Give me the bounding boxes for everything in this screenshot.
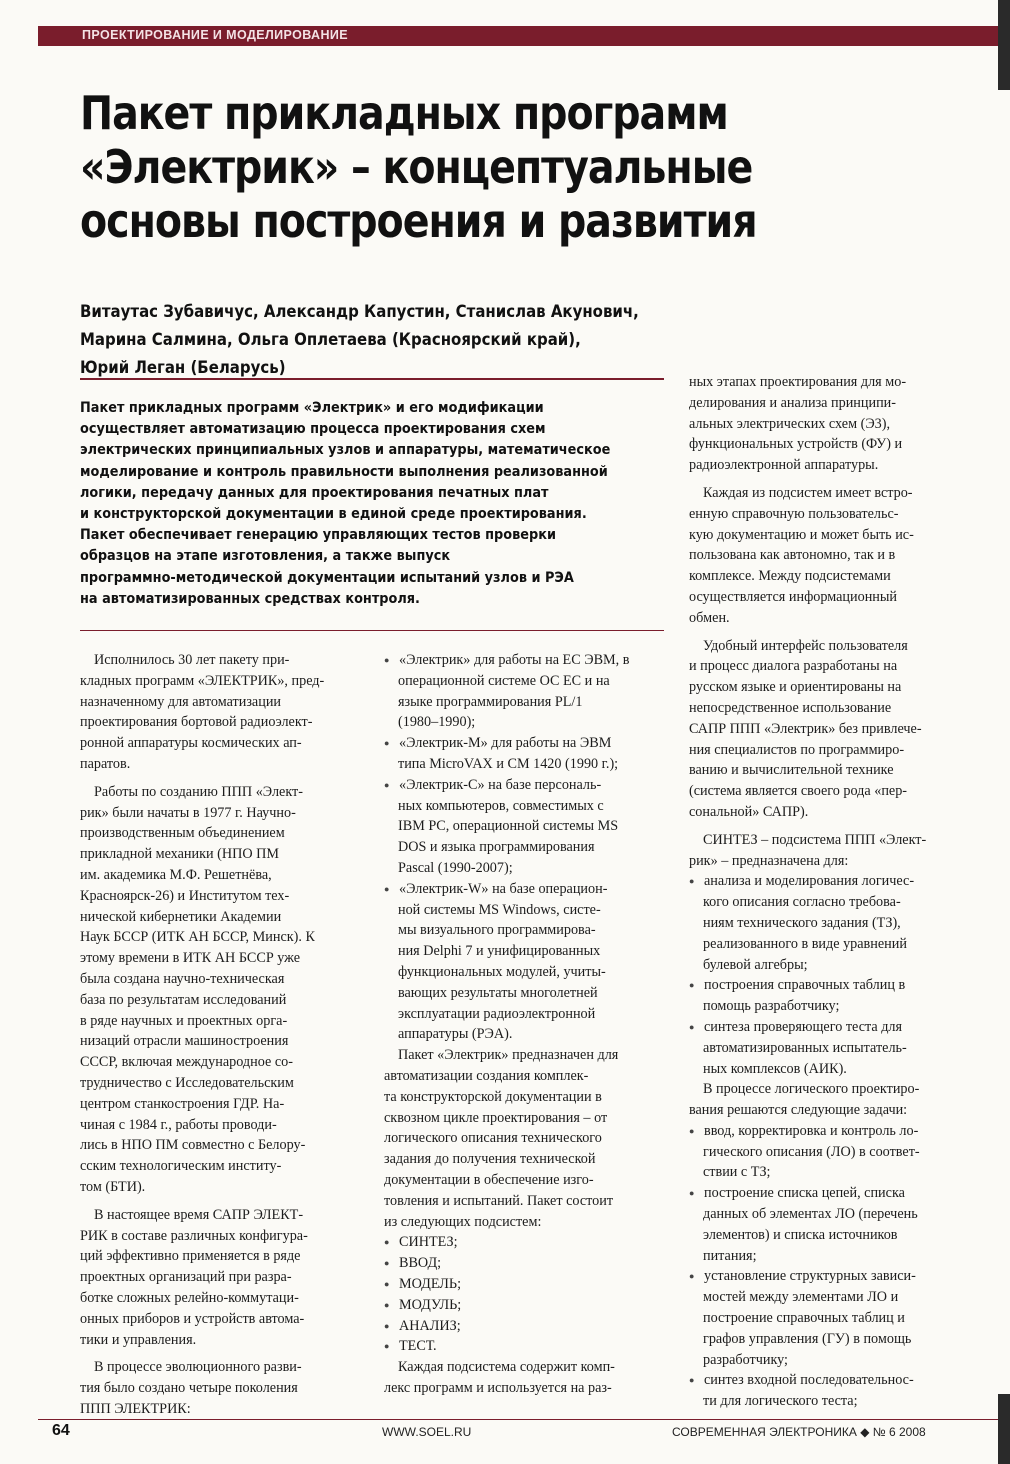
abstract-line: Пакет обеспечивает генерацию управляющих тестов проверки (80, 527, 556, 544)
text-line: том (БТИ). (80, 1178, 146, 1195)
abstract-divider (80, 630, 664, 631)
abstract (80, 398, 641, 610)
text-line: сональной» САПР). (689, 803, 809, 820)
authors-line: Юрий Леган (Беларусь) (80, 358, 286, 378)
text-line: Красноярск-26) и Институтом тех- (80, 887, 290, 904)
text-line: онных приборов и устройств автома- (80, 1310, 305, 1327)
page-number: 64 (52, 1422, 70, 1439)
section-header-bar (38, 26, 1010, 46)
text-line: товления и испытаний. Пакет состоит (384, 1192, 614, 1209)
text-line: вающих результаты многолетней (398, 984, 598, 1001)
abstract-line: и конструкторской документации в единой среде проектирования. (80, 506, 587, 523)
list-item: ● «Электрик-С» на базе персональ- (384, 775, 629, 796)
text-line: логического описания технического (384, 1130, 602, 1147)
text-line: данных об элементах ЛО (перечень (703, 1206, 918, 1223)
text-line: мы визуального программирова- (398, 922, 596, 939)
text-line: типа MicroVAX и СМ 1420 (1990 г.); (398, 755, 619, 772)
list-item: ● синтез входной последовательнос- (689, 1370, 926, 1391)
text-line: ствии с ТЗ; (703, 1164, 771, 1181)
text-line: назначенному для автоматизации (80, 693, 282, 710)
text-line: элементов) и списка источников (703, 1226, 898, 1243)
page-edge-mark (998, 1394, 1010, 1464)
authors (80, 298, 714, 382)
text-line: прикладной механики (НПО ПМ (80, 846, 279, 863)
text-line: ронной аппаратуры космических ап- (80, 735, 302, 752)
list-item: ● ТЕСТ. (384, 1336, 629, 1357)
text-line: DOS и языка программирования (398, 839, 595, 856)
text-line: ций эффективно применяется в ряде (80, 1248, 301, 1265)
abstract-line: программно-методической документации испытаний узлов и РЭА (80, 569, 574, 586)
text-line: кую документацию и может быть ис- (689, 526, 914, 543)
page-edge-mark (998, 0, 1010, 90)
authors-line: Витаутас Зубавичус, Александр Капустин, Станислав Акунович, (80, 302, 639, 322)
list-item: ● МОДУЛЬ; (384, 1295, 629, 1316)
text-line: питания; (703, 1247, 757, 1264)
text-line: рик» были начаты в 1977 г. Научно- (80, 804, 296, 821)
text-line: проектных организаций при разра- (80, 1269, 292, 1286)
text-line: проектирования бортовой радиоэлект- (80, 714, 313, 731)
text-line: помощь разработчику; (703, 998, 840, 1015)
text-line: в ряде научных и проектных орга- (80, 1012, 288, 1029)
text-line: пользована как автономно, так и в (689, 547, 896, 564)
text-line: Пакет «Электрик» предназначен для (398, 1047, 619, 1064)
text-line: радиоэлектронной аппаратуры. (689, 457, 879, 474)
text-line: нической кибернетики Академии (80, 908, 282, 925)
abstract-line: моделирование и контроль правильности выполнения реализованной (80, 463, 608, 480)
text-line: чиная с 1984 г., работы проводи- (80, 1116, 277, 1133)
body-column-3 (689, 372, 926, 1412)
text-line: Каждая из подсистем имеет встро- (703, 484, 913, 501)
text-line: делирования и анализа принципи- (689, 394, 896, 411)
text-line: осуществляется информационный (689, 588, 897, 605)
text-line: В процессе эволюционного разви- (94, 1359, 302, 1376)
section-label: ПРОЕКТИРОВАНИЕ И МОДЕЛИРОВАНИЕ (82, 28, 349, 42)
text-line: им. академика М.Ф. Решетнёва, (80, 866, 272, 883)
list-item: ● СИНТЕЗ; (384, 1232, 629, 1253)
text-line: ных компьютеров, совместимых с (398, 797, 604, 814)
text-line: САПР ППП «Электрик» без привлече- (689, 720, 922, 737)
text-line: графов управления (ГУ) в помощь (703, 1330, 912, 1347)
list-item: ● установление структурных зависи- (689, 1266, 926, 1287)
text-line: ных этапах проектирования для мо- (689, 374, 907, 390)
abstract-line: образцов на этапе изготовления, а также выпуск (80, 548, 451, 565)
abstract-line: осуществляет автоматизацию процесса проектирования схем (80, 421, 546, 438)
list-item: ● ВВОД; (384, 1253, 629, 1274)
list-item: ● «Электрик-М» для работы на ЭВМ (384, 733, 629, 754)
text-line: автоматизации создания комплек- (384, 1067, 589, 1084)
text-line: функциональных устройств (ФУ) и (689, 436, 903, 453)
text-line: В процессе логического проектиро- (703, 1081, 920, 1098)
list-item: ● АНАЛИЗ; (384, 1316, 629, 1337)
text-line: вания решаются следующие задачи: (689, 1102, 908, 1119)
footer-divider (38, 1419, 1010, 1420)
text-line: и процесс диалога разработаны на (689, 658, 898, 675)
list-item: ● построение списка цепей, списка (689, 1183, 926, 1204)
text-line: низаций отрасли машиностроения (80, 1033, 289, 1050)
text-line: ботке сложных релейно-коммутаци- (80, 1289, 299, 1306)
text-line: ния Delphi 7 и унифицированных (398, 943, 601, 960)
text-line: комплексе. Между подсистемами (689, 568, 891, 585)
text-line: ных комплексов (АИК). (703, 1060, 847, 1077)
abstract-line: на автоматизированных средствах контроля. (80, 590, 420, 607)
body-column-2 (384, 650, 629, 1399)
abstract-line: логики, передачу данных для проектирования печатных плат (80, 484, 549, 501)
text-line: из следующих подсистем: (384, 1213, 542, 1230)
list-item: ● ввод, корректировка и контроль ло- (689, 1121, 926, 1142)
text-line: (система является своего рода «пер- (689, 783, 908, 800)
text-line: Pascal (1990-2007); (398, 859, 513, 876)
text-line: та конструкторской документации в (384, 1088, 602, 1105)
text-line: булевой алгебры; (703, 956, 808, 973)
text-line: гического описания (ЛО) в соответ- (703, 1143, 920, 1160)
text-line: функциональных модулей, учиты- (398, 963, 606, 980)
title-line: «Электрик» – концептуальные (80, 140, 753, 194)
text-line: ниям технического задания (ТЗ), (703, 914, 901, 931)
list-item: ● МОДЕЛЬ; (384, 1274, 629, 1295)
text-line: аппаратуры (РЭА). (398, 1026, 513, 1043)
text-line: база по результатам исследований (80, 991, 287, 1008)
list-item: ● построения справочных таблиц в (689, 975, 926, 996)
title-line: основы построения и развития (80, 194, 757, 248)
text-line: реализованного в виде уравнений (703, 935, 907, 952)
text-line: паратов. (80, 755, 131, 772)
text-line: СИНТЕЗ – подсистема ППП «Элект- (703, 831, 927, 848)
text-line: была создана научно-техническая (80, 970, 285, 987)
text-line: этому времени в ИТК АН БССР уже (80, 950, 301, 967)
text-line: ППП ЭЛЕКТРИК: (80, 1400, 191, 1417)
text-line: ванию и вычислительной технике (689, 762, 894, 779)
text-line: Каждая подсистема содержит комп- (398, 1359, 615, 1376)
text-line: мостей между элементами ЛО и (703, 1289, 899, 1306)
text-line: лекс программ и используется на раз- (384, 1379, 612, 1396)
text-line: СССР, включая международное со- (80, 1054, 293, 1071)
text-line: РИК в составе различных конфигура- (80, 1227, 308, 1244)
text-line: языке программирования PL/1 (398, 693, 583, 710)
text-line: В настоящее время САПР ЭЛЕКТ- (94, 1206, 304, 1223)
list-item: ● синтеза проверяющего теста для (689, 1017, 926, 1038)
website-link[interactable]: WWW.SOEL.RU (382, 1425, 472, 1439)
text-line: Наук БССР (ИТК АН БССР, Минск). К (80, 929, 315, 946)
text-line: альных электрических схем (Э3), (689, 415, 891, 432)
list-item: ● анализа и моделирования логичес- (689, 871, 926, 892)
text-line: операционной системе ОС ЕС и на (398, 672, 610, 689)
text-line: производственным объединением (80, 825, 285, 842)
text-line: документации в обеспечение изго- (384, 1171, 594, 1188)
authors-divider (80, 378, 664, 380)
text-line: (1980–1990); (398, 714, 476, 731)
text-line: кого описания согласно требова- (703, 894, 901, 911)
text-line: задания до получения технической (384, 1151, 596, 1168)
text-line: Удобный интерфейс пользователя (703, 637, 908, 654)
text-line: сквозном цикле проектирования – от (384, 1109, 608, 1126)
text-line: трудничество с Исследовательским (80, 1074, 294, 1091)
text-line: обмен. (689, 609, 730, 626)
text-line: IBM PC, операционной системы MS (398, 818, 619, 835)
body-column-1 (80, 650, 324, 1420)
title-line: Пакет прикладных программ (80, 86, 728, 140)
text-line: кладных программ «ЭЛЕКТРИК», пред- (80, 672, 325, 689)
authors-line: Марина Салмина, Ольга Оплетаева (Красноярский край), (80, 330, 581, 350)
text-line: ния специалистов по программиро- (689, 741, 905, 758)
text-line: построение справочных таблиц и (703, 1310, 905, 1327)
text-line: ти для логического теста; (703, 1393, 858, 1410)
text-line: русском языке и ориентированы на (689, 679, 902, 696)
text-line: эксплуатации радиоэлектронной (398, 1005, 596, 1022)
text-line: рик» – предназначена для: (689, 852, 849, 869)
list-item: ● «Электрик-W» на базе операцион- (384, 879, 629, 900)
text-line: непосредственное использование (689, 699, 892, 716)
text-line: тия было создано четыре поколения (80, 1380, 298, 1397)
abstract-line: электрических принципиальных узлов и аппаратуры, математическое (80, 442, 611, 459)
article-title (80, 86, 854, 248)
journal-name: СОВРЕМЕННАЯ ЭЛЕКТРОНИКА ◆ № 6 2008 (672, 1425, 926, 1439)
text-line: сским технологическим институ- (80, 1158, 282, 1175)
abstract-line: Пакет прикладных программ «Электрик» и его модификации (80, 400, 544, 416)
text-line: Исполнилось 30 лет пакету при- (94, 652, 290, 668)
text-line: разработчику; (703, 1351, 788, 1368)
text-line: автоматизированных испытатель- (703, 1039, 907, 1056)
text-line: енную справочную пользовательс- (689, 505, 899, 522)
text-line: тики и управления. (80, 1331, 197, 1348)
text-line: лись в НПО ПМ совместно с Белору- (80, 1137, 306, 1154)
text-line: ной системы MS Windows, систе- (398, 901, 601, 918)
text-line: центром станкостроения ГДР. На- (80, 1095, 285, 1112)
text-line: Работы по созданию ППП «Элект- (94, 783, 303, 800)
list-item: ● «Электрик» для работы на ЕС ЭВМ, в (384, 650, 629, 671)
